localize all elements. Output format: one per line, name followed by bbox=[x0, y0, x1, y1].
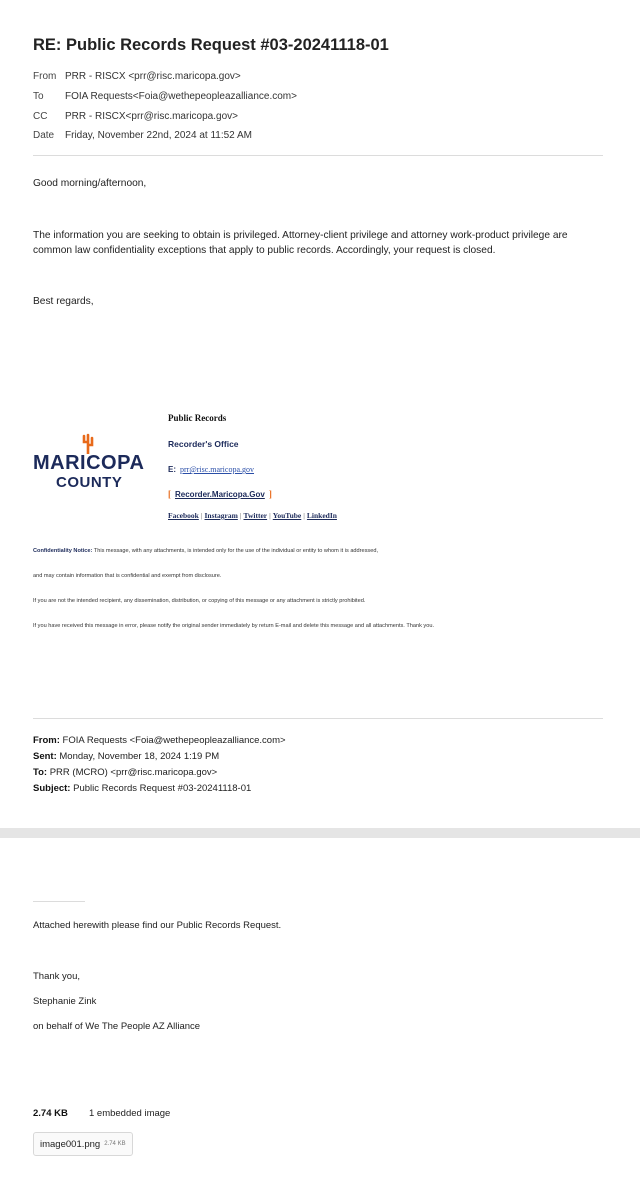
header-cc-value[interactable]: PRR - RISCX<prr@risc.maricopa.gov> bbox=[65, 111, 238, 122]
header-from-label: From bbox=[33, 71, 57, 82]
attachment-file-size: 2.74 KB bbox=[104, 1141, 126, 1147]
signature-office-text: Recorder's Office bbox=[168, 439, 239, 449]
original-sender-name: Stephanie Zink bbox=[33, 996, 97, 1007]
social-separator: | bbox=[239, 511, 242, 520]
header-to-value[interactable]: FOIA Requests<Foia@wethepeopleazalliance.com> bbox=[65, 91, 297, 102]
bracket-close: ] bbox=[268, 489, 272, 499]
social-links bbox=[168, 511, 337, 520]
header-from-row bbox=[33, 71, 241, 82]
forwarded-subject-label: Subject: bbox=[33, 783, 71, 794]
logo-text-county: COUNTY bbox=[56, 474, 123, 491]
forwarded-sent bbox=[33, 751, 219, 762]
signature-email-link[interactable]: prr@risc.maricopa.gov bbox=[180, 465, 255, 474]
signature-office bbox=[168, 434, 239, 452]
body-closing: Best regards, bbox=[33, 296, 94, 307]
social-link-instagram[interactable]: Instagram bbox=[204, 511, 238, 520]
attachment-chip[interactable] bbox=[33, 1132, 133, 1156]
maricopa-county-logo bbox=[33, 430, 158, 492]
page2-divider bbox=[33, 901, 85, 902]
header-date-label: Date bbox=[33, 130, 55, 141]
social-separator: | bbox=[200, 511, 203, 520]
confidentiality-line-4: If you have received this message in error, please notify the original sender immediately by return E-mail and delete this message and all attachments. Thank you. bbox=[33, 623, 434, 629]
forwarded-from-label: From: bbox=[33, 735, 60, 746]
attachments-total-size: 2.74 KB bbox=[33, 1108, 68, 1119]
social-link-twitter[interactable]: Twitter bbox=[243, 511, 268, 520]
social-link-linkedin[interactable]: LinkedIn bbox=[306, 511, 337, 520]
header-divider bbox=[33, 155, 603, 156]
original-thanks: Thank you, bbox=[33, 971, 80, 982]
original-behalf: on behalf of We The People AZ Alliance bbox=[33, 1021, 201, 1032]
cactus-icon bbox=[81, 432, 95, 454]
original-message-line: Attached herewith please find our Public Records Request. bbox=[33, 920, 282, 931]
forwarded-from-value: FOIA Requests <Foia@wethepeopleazalliance.com> bbox=[59, 735, 286, 746]
confidentiality-line-1 bbox=[33, 548, 378, 554]
signature-title-text: Public Records bbox=[168, 413, 227, 423]
header-cc-label: CC bbox=[33, 111, 48, 122]
confidentiality-text-1: This message, with any attachments, is intended only for the use of the individual or entity to whom it is addressed, bbox=[92, 548, 378, 554]
header-date-value: Friday, November 22nd, 2024 at 11:52 AM bbox=[65, 130, 252, 141]
forwarded-from bbox=[33, 735, 286, 746]
signature-website-link[interactable]: Recorder.Maricopa.Gov bbox=[175, 490, 265, 499]
signature-email-label: E: bbox=[168, 465, 176, 474]
header-from-value[interactable]: PRR - RISCX <prr@risc.maricopa.gov> bbox=[65, 71, 241, 82]
header-cc-row bbox=[33, 111, 238, 122]
signature-website-row bbox=[168, 484, 272, 502]
attachment-file-name: image001.png bbox=[40, 1138, 101, 1150]
attachments-count: 1 embedded image bbox=[89, 1108, 171, 1119]
header-to-row bbox=[33, 91, 297, 102]
body-greeting: Good morning/afternoon, bbox=[33, 178, 147, 189]
confidentiality-line-2: and may contain information that is confidential and exempt from disclosure. bbox=[33, 573, 222, 579]
social-separator: | bbox=[303, 511, 305, 520]
body-paragraph: The information you are seeking to obtain is privileged. Attorney-client privilege and attorney work-product privilege are common law confidentiality exceptions that apply to public records. Accordingly, your request is closed. bbox=[33, 230, 568, 256]
forwarded-sent-label: Sent: bbox=[33, 751, 57, 762]
bracket-open: [ bbox=[168, 489, 171, 499]
forward-divider bbox=[33, 718, 603, 719]
email-subject: RE: Public Records Request #03-20241118-01 bbox=[33, 36, 389, 54]
social-link-facebook[interactable]: Facebook bbox=[168, 511, 199, 520]
social-link-youtube[interactable]: YouTube bbox=[272, 511, 302, 520]
signature-title bbox=[168, 408, 226, 426]
logo-text-maricopa: MARICOPA bbox=[33, 452, 145, 474]
forwarded-to-value: PRR (MCRO) <prr@risc.maricopa.gov> bbox=[47, 767, 218, 778]
forwarded-subject bbox=[33, 783, 251, 794]
email-page-2 bbox=[0, 838, 640, 1200]
header-to-label: To bbox=[33, 91, 44, 102]
social-separator: | bbox=[269, 511, 271, 520]
header-date-row bbox=[33, 130, 252, 141]
forwarded-to bbox=[33, 767, 217, 778]
signature-email-row bbox=[168, 459, 254, 477]
forwarded-subject-value: Public Records Request #03-20241118-01 bbox=[70, 783, 252, 794]
confidentiality-line-3: If you are not the intended recipient, any dissemination, distribution, or copying of this message or any attachment is strictly prohibited. bbox=[33, 598, 366, 604]
confidentiality-label: Confidentiality Notice: bbox=[33, 548, 93, 554]
forwarded-sent-value: Monday, November 18, 2024 1:19 PM bbox=[56, 751, 220, 762]
forwarded-to-label: To: bbox=[33, 767, 48, 778]
